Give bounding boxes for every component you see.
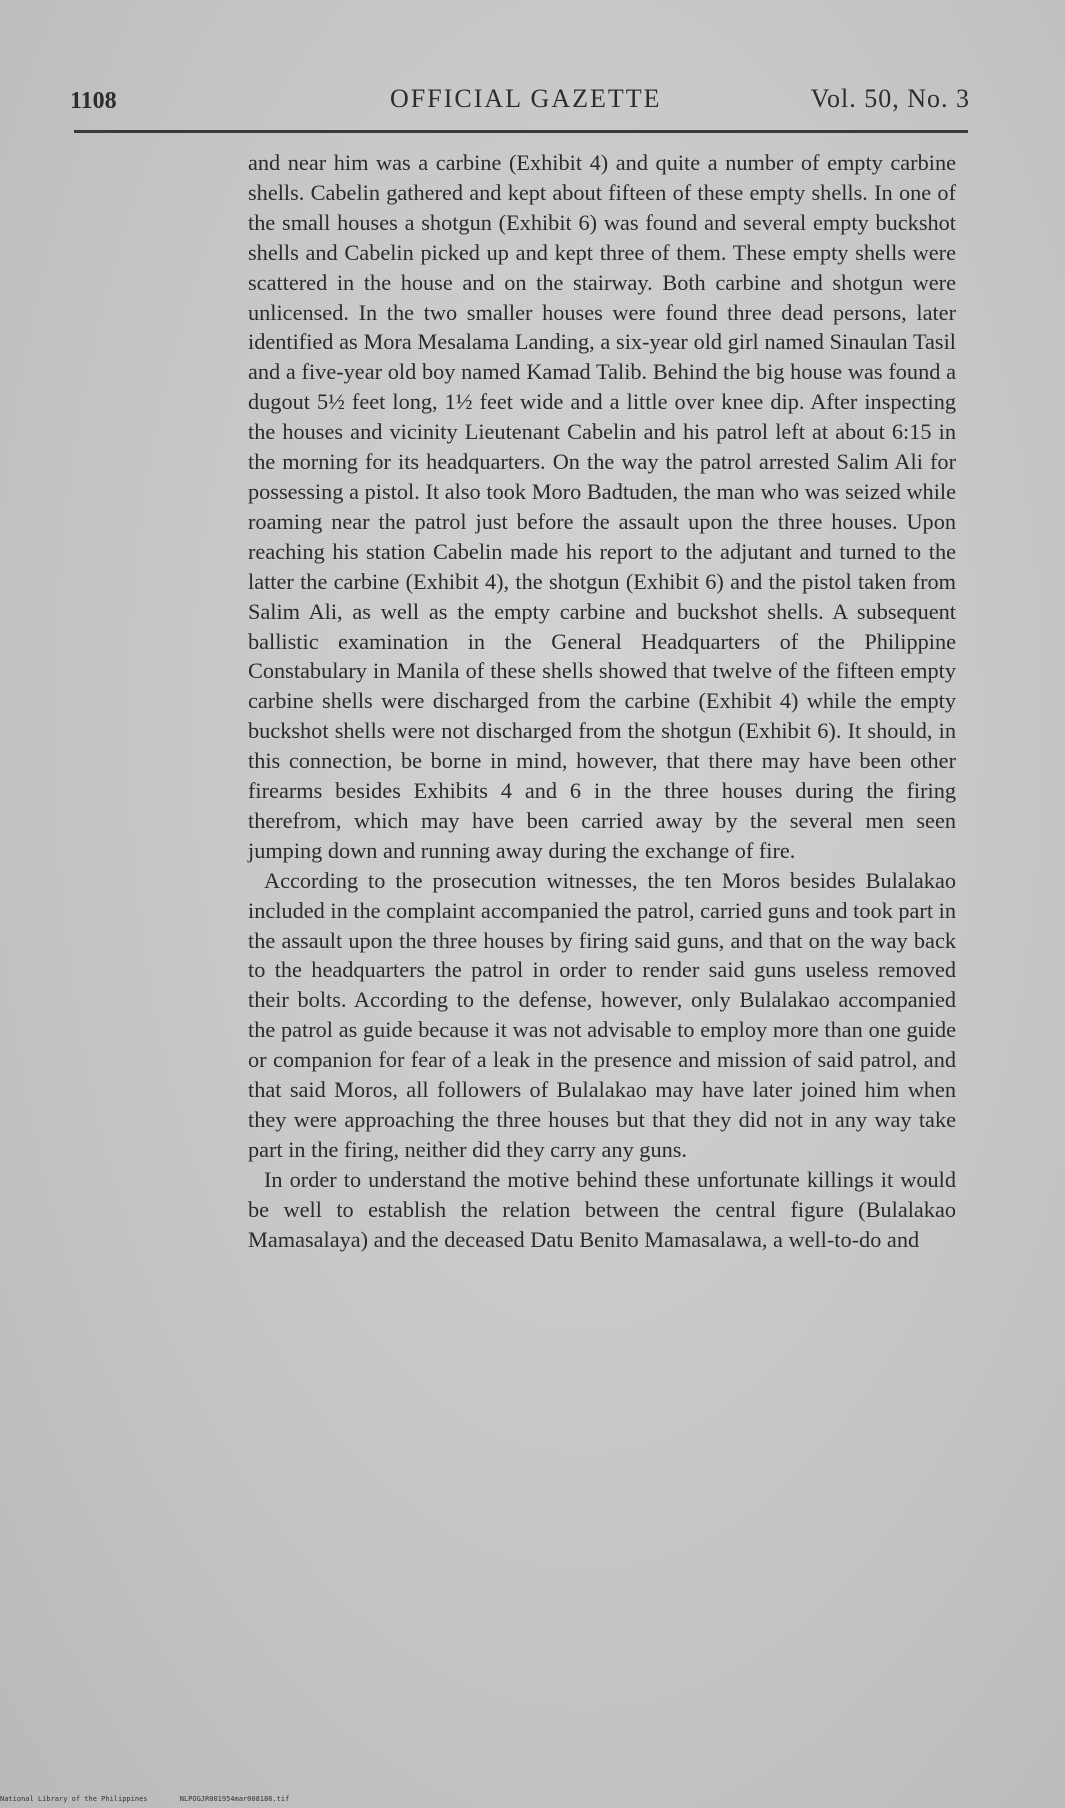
library-credit: National Library of the Philippines [0, 1795, 148, 1803]
paragraph-2: According to the prosecution witnesses, the ten Moros besides Bulalakao included in the complaint accompanied the patrol, carried guns and took part in the assault upon the three houses by firing said guns, and that on the way back to the headquarters the patrol in order to render said guns useless removed their bolts. According to the defense, however, only Bulalakao accompanied the patrol as guide because it was not advisable to employ more than one guide or companion for fear of a leak in the presence and mission of said patrol, and that said Moros, all followers of Bulalakao may have later joined him when they were approaching the three houses but that they did not in any way take part in the firing, neither did they carry any guns. [248, 867, 956, 1162]
page-header [70, 78, 970, 118]
article-body [248, 148, 956, 1255]
scan-footer [0, 1795, 317, 1803]
paragraph-3: In order to understand the motive behind these unfortunate killings it would be well to establish the relation between the central figure (Bulalakao Mamasalaya) and the deceased Datu Benito Mamasalawa, a well-to-do and [248, 1166, 956, 1252]
paragraph-1: and near him was a carbine (Exhibit 4) and quite a number of empty carbine shells. Cabelin gathered and kept about fifteen of these empty shells. In one of the small houses a shotgun (Exhibit 6) was found and several empty buckshot shells and Cabelin picked up and kept three of them. These empty shells were scattered in the house and on the stairway. Both carbine and shotgun were unlicensed. In the two smaller houses were found three dead persons, later identified as Mora Mesalama Landing, a six-year old girl named Sinaulan Tasil and a five-year old boy named Kamad Talib. Behind the big house was found a dugout 5½ feet long, 1½ feet wide and a little over knee dip. After inspecting the houses and vicinity Lieutenant Cabelin and his patrol left at about 6:15 in the morning for its headquarters. On the way the patrol arrested Salim Ali for possessing a pistol. It also took Moro Badtuden, the man who was seized while roaming near the patrol just before the assault upon the three houses. Upon reaching his station Cabelin made his report to the adjutant and turned to the latter the carbine (Exhibit 4), the shotgun (Exhibit 6) and the pistol taken from Salim Ali, as well as the empty carbine and buckshot shells. A subsequent ballistic examination in the General Headquarters of the Philippine Constabulary in Manila of these shells showed that twelve of the fifteen empty carbine shells were discharged from the carbine (Exhibit 4) while the empty buckshot shells were not discharged from the shotgun (Exhibit 6). It should, in this connection, be borne in mind, however, that there may have been other firearms besides Exhibits 4 and 6 in the three houses during the firing therefrom, which may have been carried away by the several men seen jumping down and running away during the exchange of fire. [248, 150, 956, 863]
publication-title: OFFICIAL GAZETTE [390, 84, 662, 113]
volume-issue: Vol. 50, No. 3 [810, 84, 970, 113]
page-number: 1108 [70, 88, 117, 114]
header-rule [74, 130, 968, 133]
scan-file-id: NLPOGJR001954mar008186.tif [179, 1795, 290, 1803]
